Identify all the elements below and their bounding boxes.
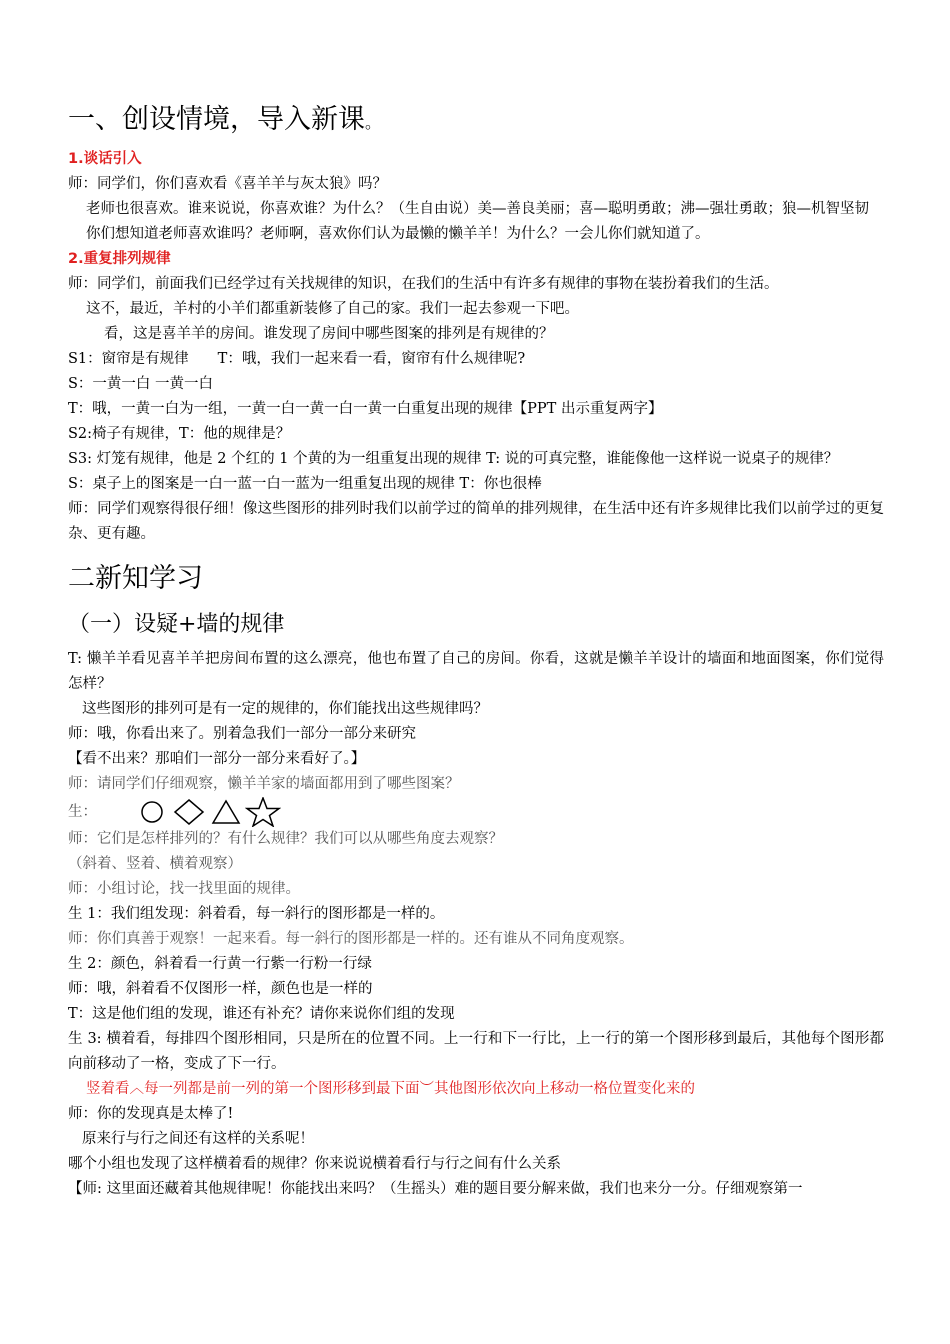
- paragraph: 生 1：我们组发现：斜着看，每一斜行的图形都是一样的。: [68, 906, 445, 922]
- section-1-title-text: 一、创设情境，导入新课: [68, 104, 365, 135]
- paragraph: S：一黄一白 一黄一白: [68, 376, 214, 392]
- paragraph: T：这是他们组的发现，谁还有补充？请你来说你们组的发现: [68, 1006, 455, 1022]
- paragraph: 这不，最近，羊村的小羊们都重新装修了自己的家。我们一起去参观一下吧。: [86, 301, 579, 317]
- paragraph: 师：你们真善于观察！一起来看。每一斜行的图形都是一样的。还有谁从不同角度观察。: [68, 931, 634, 947]
- paragraph: （斜着、竖着、横着观察）: [68, 856, 242, 872]
- paragraph: 你们想知道老师喜欢谁吗？老师啊，喜欢你们认为最懒的懒羊羊！为什么？一会儿你们就知道了。: [86, 226, 710, 242]
- paragraph: T: 懒羊羊看见喜羊羊把房间布置的这么漂亮，他也布置了自己的房间。你看，这就是懒羊羊设计的墙面和地面图案，你们觉得怎样？: [68, 651, 884, 692]
- star-icon: [245, 797, 281, 827]
- paragraph: 师：同学们，你们喜欢看《喜羊羊与灰太狼》吗？: [68, 176, 387, 192]
- paragraph: 生 3: 横着看，每排四个图形相同，只是所在的位置不同。上一行和下一行比，上一行的第一个图形移到最后，其他每个图形都向前移动了一格，变成了下一行。: [68, 1031, 884, 1072]
- paragraph: 师：同学们观察得很仔细！像这些图形的排列时我们以前学过的简单的排列规律，在生活中还有许多规律比我们以前学过的更复杂、更有趣。: [68, 501, 884, 542]
- paragraph: 师：哦，你看出来了。别着急我们一部分一部分来研究: [68, 726, 416, 742]
- diamond-icon: [172, 799, 206, 825]
- shape-icons: [138, 797, 282, 827]
- triangle-icon: [211, 799, 241, 825]
- shapes-line-label: 生：: [68, 804, 97, 820]
- paragraph: 生 2：颜色，斜着看一行黄一行紫一行粉一行绿: [68, 956, 372, 972]
- paragraph: 师：小组讨论，找一找里面的规律。: [68, 881, 300, 897]
- paragraph: 【师: 这里面还藏着其他规律呢！你能找出来吗？（生摇头）难的题目要分解来做，我们也来分一分。仔细观察第一: [68, 1181, 803, 1197]
- paragraph: 这些图形的排列可是有一定的规律的，你们能找出这些规律吗？: [82, 701, 488, 717]
- subheading-repeat-pattern: 2.重复排列规律: [68, 251, 171, 267]
- paragraph: 师：哦，斜着看不仅图形一样，颜色也是一样的: [68, 981, 373, 997]
- section-2-title: 二新知学习: [68, 563, 203, 594]
- paragraph-highlight: 竖着看︿每一列都是前一列的第一个图形移到最下面︶其他图形依次向上移动一格位置变化来的: [86, 1081, 695, 1097]
- paragraph: 师：它们是怎样排列的？有什么规律？我们可以从哪些角度去观察？: [68, 831, 503, 847]
- paragraph: 师：同学们，前面我们已经学过有关找规律的知识，在我们的生活中有许多有规律的事物在装扮着我们的生活。: [68, 276, 779, 292]
- section-1-title-dot: 。: [365, 113, 382, 132]
- paragraph: S：桌子上的图案是一白一蓝一白一蓝为一组重复出现的规律 T：你也很棒: [68, 476, 542, 492]
- paragraph: 【看不出来？那咱们一部分一部分来看好了。】: [68, 751, 366, 767]
- section-1-title: [68, 100, 884, 143]
- circle-icon: [138, 799, 168, 825]
- paragraph: 师：你的发现真是太棒了!: [68, 1106, 234, 1122]
- paragraph: 哪个小组也发现了这样横着看的规律？你来说说横着看行与行之间有什么关系: [68, 1156, 561, 1172]
- paragraph: 老师也很喜欢。谁来说说，你喜欢谁？为什么？（生自由说）美—善良美丽；喜—聪明勇敢；沸—强壮勇敢；狼—机智坚韧: [86, 201, 869, 217]
- shapes-line: [68, 797, 884, 827]
- paragraph: S3: 灯笼有规律，他是 2 个红的 1 个黄的为一组重复出现的规律 T: 说的可真完整，谁能像他一这样说一说桌子的规律？: [68, 451, 839, 467]
- paragraph: S1：窗帘是有规律 T：哦，我们一起来看一看，窗帘有什么规律呢?: [68, 351, 526, 367]
- paragraph: S2:椅子有规律，T：他的规律是？: [68, 426, 291, 442]
- paragraph: 看，这是喜羊羊的房间。谁发现了房间中哪些图案的排列是有规律的？: [104, 326, 554, 342]
- paragraph: 师：请同学们仔细观察，懒羊羊家的墙面都用到了哪些图案？: [68, 776, 460, 792]
- subheading-talk-intro: 1.谈话引入: [68, 151, 142, 167]
- document-page: [68, 100, 884, 1202]
- section-2-subtitle: （一）设疑+墙的规律: [68, 612, 285, 637]
- paragraph: 原来行与行之间还有这样的关系呢！: [82, 1131, 314, 1147]
- paragraph: T：哦，一黄一白为一组，一黄一白一黄一白一黄一白重复出现的规律【PPT 出示重复两字】: [68, 401, 663, 417]
